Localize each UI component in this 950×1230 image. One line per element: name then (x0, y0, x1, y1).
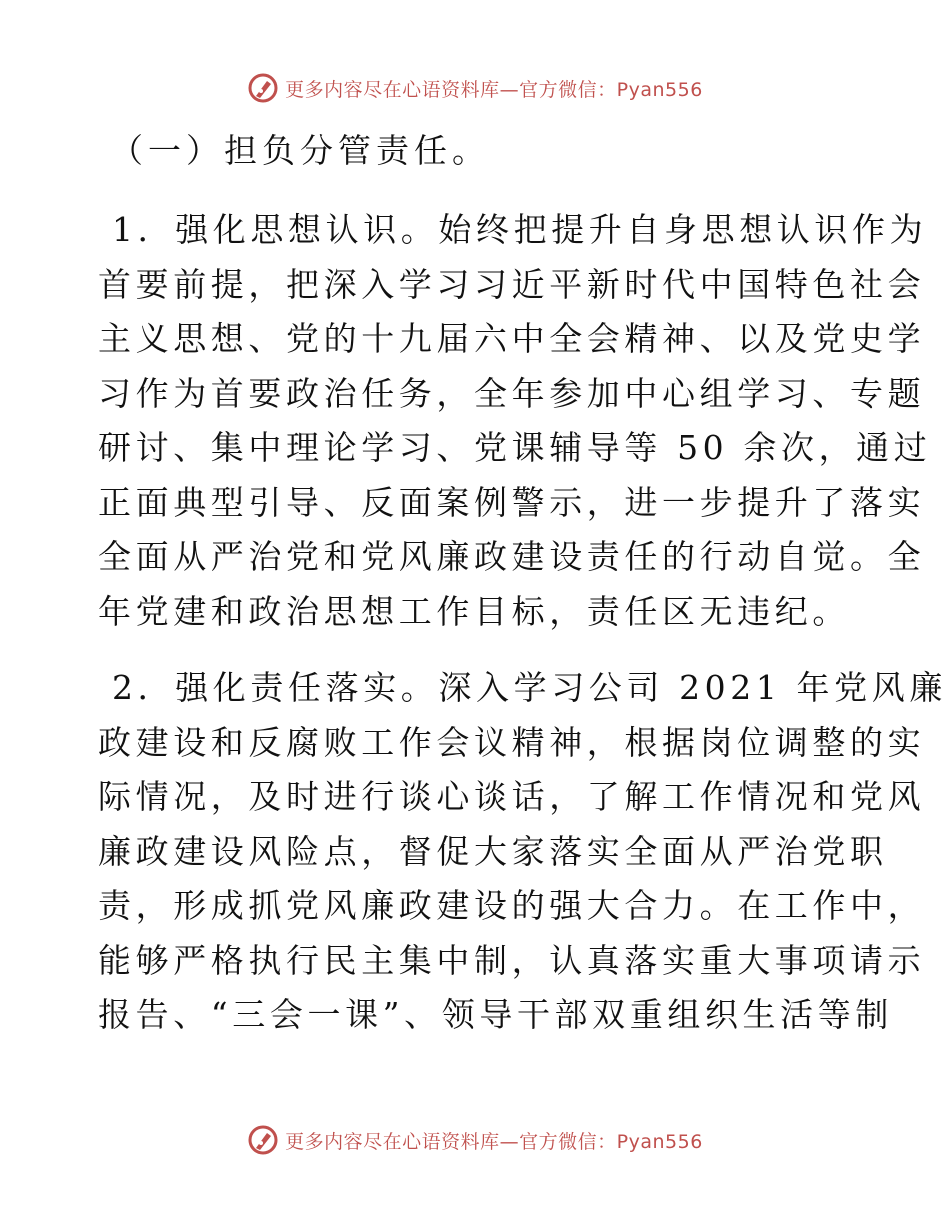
footer-watermark (0, 1124, 950, 1156)
paragraph-1 (98, 203, 932, 639)
text-line: 政建设和反腐败工作会议精神，根据岗位调整的实 (98, 722, 926, 762)
paragraph-2 (98, 661, 947, 1043)
text-line: 正面典型引导、反面案例警示，进一步提升了落实 (98, 482, 926, 522)
text-line: 全面从严治党和党风廉政建设责任的行动自觉。全 (98, 537, 926, 576)
pen-circle-icon (247, 72, 279, 104)
text-line: 习作为首要政治任务，全年参加中心组学习、专题 (98, 373, 926, 413)
pen-circle-icon (247, 1124, 279, 1156)
section-heading: （一）担负分管责任。 (110, 131, 490, 170)
text-line: 1．强化思想认识。始终把提升自身思想认识作为 (112, 210, 928, 249)
watermark-text: 更多内容尽在心语资料库—官方微信：Pyan556 (285, 1130, 703, 1153)
text-line: 首要前提，把深入学习习近平新时代中国特色社会 (98, 264, 926, 304)
text-line: 廉政建设风险点，督促大家落实全面从严治党职 (98, 831, 888, 871)
text-line: 报告、“三会一课”、领导干部双重组织生活等制 (98, 995, 893, 1034)
text-line: 主义思想、党的十九届六中全会精神、以及党史学 (98, 319, 926, 358)
text-line: 能够严格执行民主集中制，认真落实重大事项请示 (98, 940, 926, 980)
watermark-text: 更多内容尽在心语资料库—官方微信：Pyan556 (285, 78, 703, 101)
text-line: 研讨、集中理论学习、党课辅导等 50 余次，通过 (98, 428, 932, 467)
document-body (98, 125, 947, 1065)
header-watermark (0, 72, 950, 104)
text-line: 责，形成抓党风廉政建设的强大合力。在工作中， (98, 886, 926, 925)
text-line: 2．强化责任落实。深入学习公司 2021 年党风廉 (112, 668, 947, 707)
text-line: 际情况，及时进行谈心谈话，了解工作情况和党风 (98, 777, 926, 816)
text-line: 年党建和政治思想工作目标，责任区无违纪。 (98, 591, 850, 631)
